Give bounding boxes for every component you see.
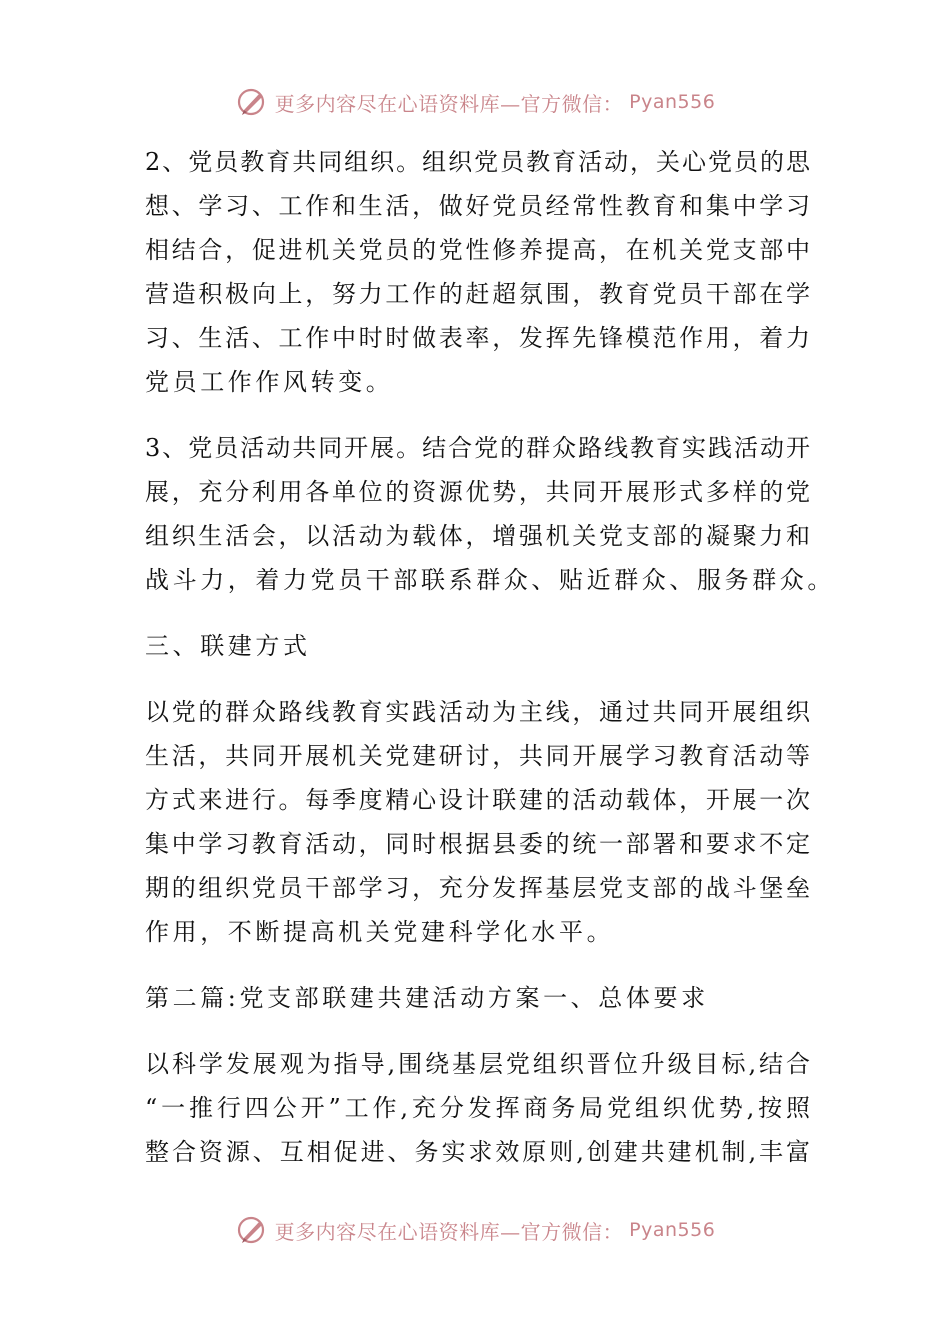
text-line: 集中学习教育活动，同时根据县委的统一部署和要求不定 xyxy=(145,830,810,858)
text-line: 想、学习、工作和生活，做好党员经常性教育和集中学习 xyxy=(145,192,810,220)
text-line: 整合资源、互相促进、务实求效原则,创建共建机制,丰富 xyxy=(145,1138,810,1166)
text-line: 营造积极向上，努力工作的赶超氛围，教育党员干部在学 xyxy=(145,280,810,308)
watermark-text: 更多内容尽在心语资料库—官方微信： xyxy=(274,91,624,116)
text-line: 三、联建方式 xyxy=(145,632,311,660)
text-line: 第二篇:党支部联建共建活动方案一、总体要求 xyxy=(145,984,709,1012)
text-line: 组织生活会，以活动为载体，增强机关党支部的凝聚力和 xyxy=(145,522,810,550)
paragraph-joint-building-method xyxy=(145,690,810,954)
watermark-wechat-id: Pyan556 xyxy=(629,91,716,113)
watermark-wechat-id: Pyan556 xyxy=(629,1219,716,1241)
text-line: “一推行四公开”工作,充分发挥商务局党组织优势,按照 xyxy=(145,1094,810,1122)
pen-logo-icon xyxy=(235,1213,269,1247)
text-line: 3、党员活动共同开展。结合党的群众路线教育实践活动开 xyxy=(145,434,810,462)
text-line: 战斗力，着力党员干部联系群众、贴近群众、服务群众。 xyxy=(145,566,835,594)
text-line: 期的组织党员干部学习，充分发挥基层党支部的战斗堡垒 xyxy=(145,874,810,902)
text-line: 方式来进行。每季度精心设计联建的活动载体，开展一次 xyxy=(145,786,810,814)
text-line: 相结合，促进机关党员的党性修养提高，在机关党支部中 xyxy=(145,236,810,264)
text-line: 以党的群众路线教育实践活动为主线，通过共同开展组织 xyxy=(145,698,810,726)
document-body xyxy=(145,140,835,1174)
section-heading-joint-building xyxy=(145,624,810,668)
pen-logo-icon xyxy=(235,85,269,119)
text-line: 以科学发展观为指导,围绕基层党组织晋位升级目标,结合 xyxy=(145,1050,810,1078)
header-watermark xyxy=(0,82,950,122)
text-line: 习、生活、工作中时时做表率，发挥先锋模范作用，着力 xyxy=(145,324,810,352)
text-line: 生活，共同开展机关党建研讨，共同开展学习教育活动等 xyxy=(145,742,810,770)
watermark-text: 更多内容尽在心语资料库—官方微信： xyxy=(274,1219,624,1244)
chapter-two-heading xyxy=(145,976,810,1020)
text-line: 展，充分利用各单位的资源优势，共同开展形式多样的党 xyxy=(145,478,810,506)
text-line: 党员工作作风转变。 xyxy=(145,368,394,396)
paragraph-party-education xyxy=(145,140,810,404)
paragraph-general-requirements xyxy=(145,1042,810,1174)
text-line: 2、党员教育共同组织。组织党员教育活动，关心党员的思 xyxy=(145,148,810,176)
footer-watermark xyxy=(0,1210,950,1250)
paragraph-party-activities xyxy=(145,426,835,602)
text-line: 作用，不断提高机关党建科学化水平。 xyxy=(145,918,615,946)
